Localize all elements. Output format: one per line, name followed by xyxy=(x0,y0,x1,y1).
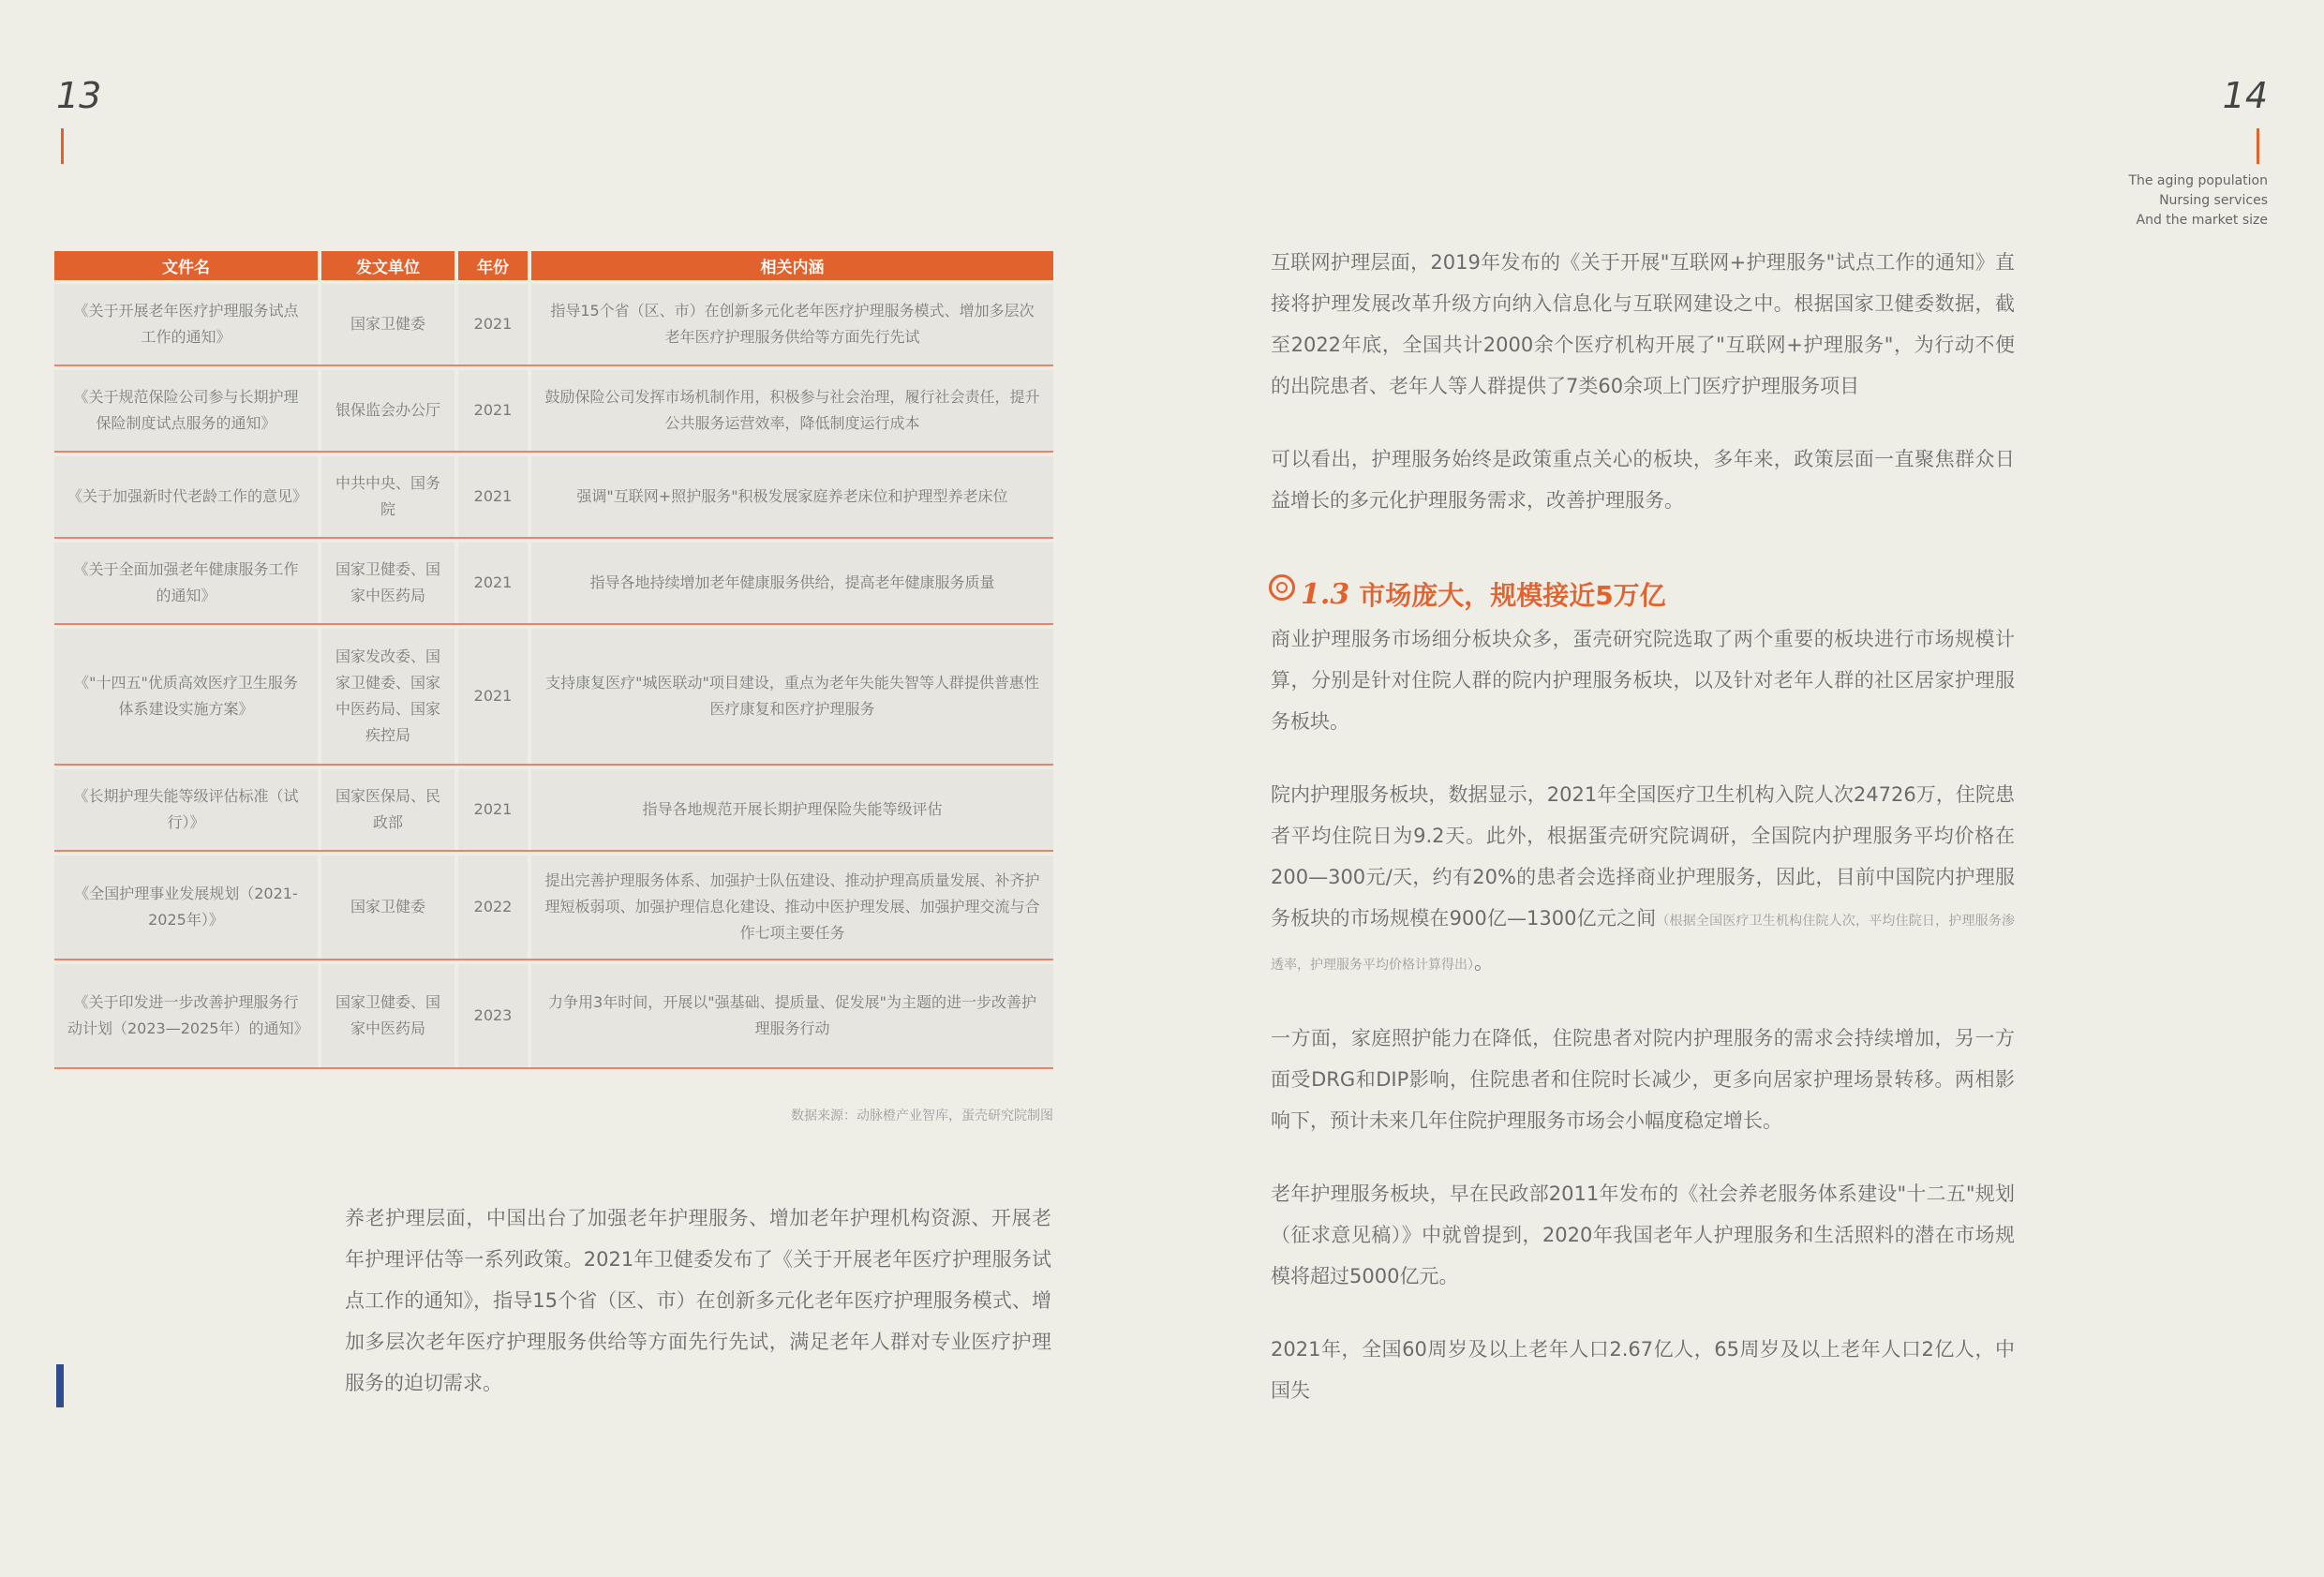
table-row xyxy=(54,284,1053,366)
cell-file-name: 《关于开展老年医疗护理服务试点工作的通知》 xyxy=(54,284,318,364)
cell-issuer: 国家卫健委、国家中医药局 xyxy=(321,543,454,623)
cell-issuer: 银保监会办公厅 xyxy=(321,370,454,451)
table-row xyxy=(54,543,1053,625)
page-marker-left xyxy=(61,128,64,164)
cell-content: 指导15个省（区、市）在创新多元化老年医疗护理服务模式、增加多层次老年医疗护理服务供给等方面先行先试 xyxy=(531,284,1053,364)
subtitle-line: And the market size xyxy=(2136,213,2268,228)
section-title: 市场庞大，规模接近5万亿 xyxy=(1359,580,1666,611)
paragraph-elderly-nursing: 老年护理服务板块，早在民政部2011年发布的《社会养老服务体系建设"十二五"规划（征求意见稿）》中就曾提到，2020年我国老年人护理服务和生活照料的潜在市场规模将超过5000亿元。 xyxy=(1271,1183,2015,1287)
header-issuer: 发文单位 xyxy=(321,251,454,280)
paragraph-hospital-nursing xyxy=(1271,774,2015,986)
cell-content: 支持康复医疗"城医联动"项目建设，重点为老年失能失智等人群提供普惠性医疗康复和医疗护理服务 xyxy=(531,629,1053,764)
calculation-note: （根据全国医疗卫生机构住院人次，平均住院日，护理服务渗透率，护理服务平均价格计算得出） xyxy=(1271,914,2015,973)
cell-year: 2021 xyxy=(458,370,528,451)
running-subtitle xyxy=(2128,171,2268,231)
page-number-right: 14 xyxy=(2222,75,2268,116)
section-number: 1.3 xyxy=(1301,577,1350,611)
page-marker-right xyxy=(2257,128,2259,164)
cell-year: 2021 xyxy=(458,284,528,364)
target-circle-icon xyxy=(1269,574,1295,601)
cell-issuer: 国家卫健委 xyxy=(321,284,454,364)
paragraph-policy-summary: 可以看出，护理服务始终是政策重点关心的板块，多年来，政策层面一直聚焦群众日益增长的多元化护理服务需求，改善护理服务。 xyxy=(1271,448,2015,512)
cell-year: 2023 xyxy=(458,964,528,1067)
paragraph-market-trend: 一方面，家庭照护能力在降低，住院患者对院内护理服务的需求会持续增加，另一方面受DRG和DIP影响，住院患者和住院时长减少，更多向居家护理场景转移。两相影响下，预计未来几年住院护理服务市场会小幅度稳定增长。 xyxy=(1271,1027,2015,1132)
section-heading xyxy=(1269,573,2015,615)
cell-year: 2021 xyxy=(458,769,528,850)
cell-file-name: 《"十四五"优质高效医疗卫生服务体系建设实施方案》 xyxy=(54,629,318,764)
header-content: 相关内涵 xyxy=(531,251,1053,280)
cell-content: 指导各地规范开展长期护理保险失能等级评估 xyxy=(531,769,1053,850)
table-row xyxy=(54,456,1053,539)
table-header xyxy=(54,251,1053,280)
policy-table xyxy=(54,251,1053,1069)
table-row xyxy=(54,370,1053,453)
cell-content: 力争用3年时间，开展以"强基础、提质量、促发展"为主题的进一步改善护理服务行动 xyxy=(531,964,1053,1067)
header-year: 年份 xyxy=(458,251,528,280)
hospital-nursing-text: 院内护理服务板块，数据显示，2021年全国医疗卫生机构入院人次24726万，住院患者平均住院日为9.2天。此外，根据蛋壳研究院调研，全国院内护理服务平均价格在200—300元/天，约有20%的患者会选择商业护理服务，因此，目前中国院内护理服务板块的市场规模在900亿—1300亿元之间 xyxy=(1271,783,2015,930)
cell-year: 2022 xyxy=(458,855,528,959)
cell-file-name: 《长期护理失能等级评估标准（试行）》 xyxy=(54,769,318,850)
table-row xyxy=(54,855,1053,960)
right-column xyxy=(1271,242,2015,1443)
table-row xyxy=(54,629,1053,766)
paragraph-internet-nursing: 互联网护理层面，2019年发布的《关于开展"互联网+护理服务"试点工作的通知》直接将护理发展改革升级方向纳入信息化与互联网建设之中。根据国家卫健委数据，截至2022年底，全国共计2000余个医疗机构开展了"互联网+护理服务"，为行动不便的出院患者、老年人等人群提供了7类60余项上门医疗护理服务项目 xyxy=(1271,251,2015,397)
subtitle-line: Nursing services xyxy=(2159,193,2268,208)
page-number-left: 13 xyxy=(56,75,102,116)
paragraph-end-mark: 。 xyxy=(1474,951,1494,974)
cell-content: 鼓励保险公司发挥市场机制作用，积极参与社会治理，履行社会责任，提升公共服务运营效率，降低制度运行成本 xyxy=(531,370,1053,451)
cell-issuer: 国家医保局、民政部 xyxy=(321,769,454,850)
cell-issuer: 国家卫健委、国家中医药局 xyxy=(321,964,454,1067)
cell-year: 2021 xyxy=(458,456,528,537)
cell-issuer: 中共中央、国务院 xyxy=(321,456,454,537)
subtitle-line: The aging population xyxy=(2128,173,2268,188)
cell-year: 2021 xyxy=(458,543,528,623)
left-body-paragraph: 养老护理层面，中国出台了加强老年护理服务、增加老年护理机构资源、开展老年护理评估等一系列政策。2021年卫健委发布了《关于开展老年医疗护理服务试点工作的通知》，指导15个省（区、市）在创新多元化老年医疗护理服务模式、增加多层次老年医疗护理服务供给等方面先行先试，满足老年人群对专业医疗护理服务的迫切需求。 xyxy=(345,1207,1051,1394)
cell-content: 强调"互联网+照护服务"积极发展家庭养老床位和护理型养老床位 xyxy=(531,456,1053,537)
cell-file-name: 《关于印发进一步改善护理服务行动计划（2023—2025年）的通知》 xyxy=(54,964,318,1067)
cell-content: 提出完善护理服务体系、加强护士队伍建设、推动护理高质量发展、补齐护理短板弱项、加强护理信息化建设、推动中医护理发展、加强护理交流与合作七项主要任务 xyxy=(531,855,1053,959)
cell-file-name: 《关于全面加强老年健康服务工作的通知》 xyxy=(54,543,318,623)
cell-file-name: 《全国护理事业发展规划（2021-2025年）》 xyxy=(54,855,318,959)
cell-issuer: 国家卫健委 xyxy=(321,855,454,959)
header-file-name: 文件名 xyxy=(54,251,318,280)
cell-content: 指导各地持续增加老年健康服务供给，提高老年健康服务质量 xyxy=(531,543,1053,623)
cell-file-name: 《关于加强新时代老龄工作的意见》 xyxy=(54,456,318,537)
cell-file-name: 《关于规范保险公司参与长期护理保险制度试点服务的通知》 xyxy=(54,370,318,451)
table-source-note: 数据来源：动脉橙产业智库，蛋壳研究院制图 xyxy=(791,1108,1053,1123)
paragraph-market-segments: 商业护理服务市场细分板块众多，蛋壳研究院选取了两个重要的板块进行市场规模计算，分别是针对住院人群的院内护理服务板块，以及针对老年人群的社区居家护理服务板块。 xyxy=(1271,628,2015,733)
table-row xyxy=(54,769,1053,852)
accent-bar xyxy=(56,1364,64,1407)
paragraph-population: 2021年，全国60周岁及以上老年人口2.67亿人，65周岁及以上老年人口2亿人，中国失 xyxy=(1271,1338,2015,1402)
cell-year: 2021 xyxy=(458,629,528,764)
table-row xyxy=(54,964,1053,1069)
cell-issuer: 国家发改委、国家卫健委、国家中医药局、国家疾控局 xyxy=(321,629,454,764)
